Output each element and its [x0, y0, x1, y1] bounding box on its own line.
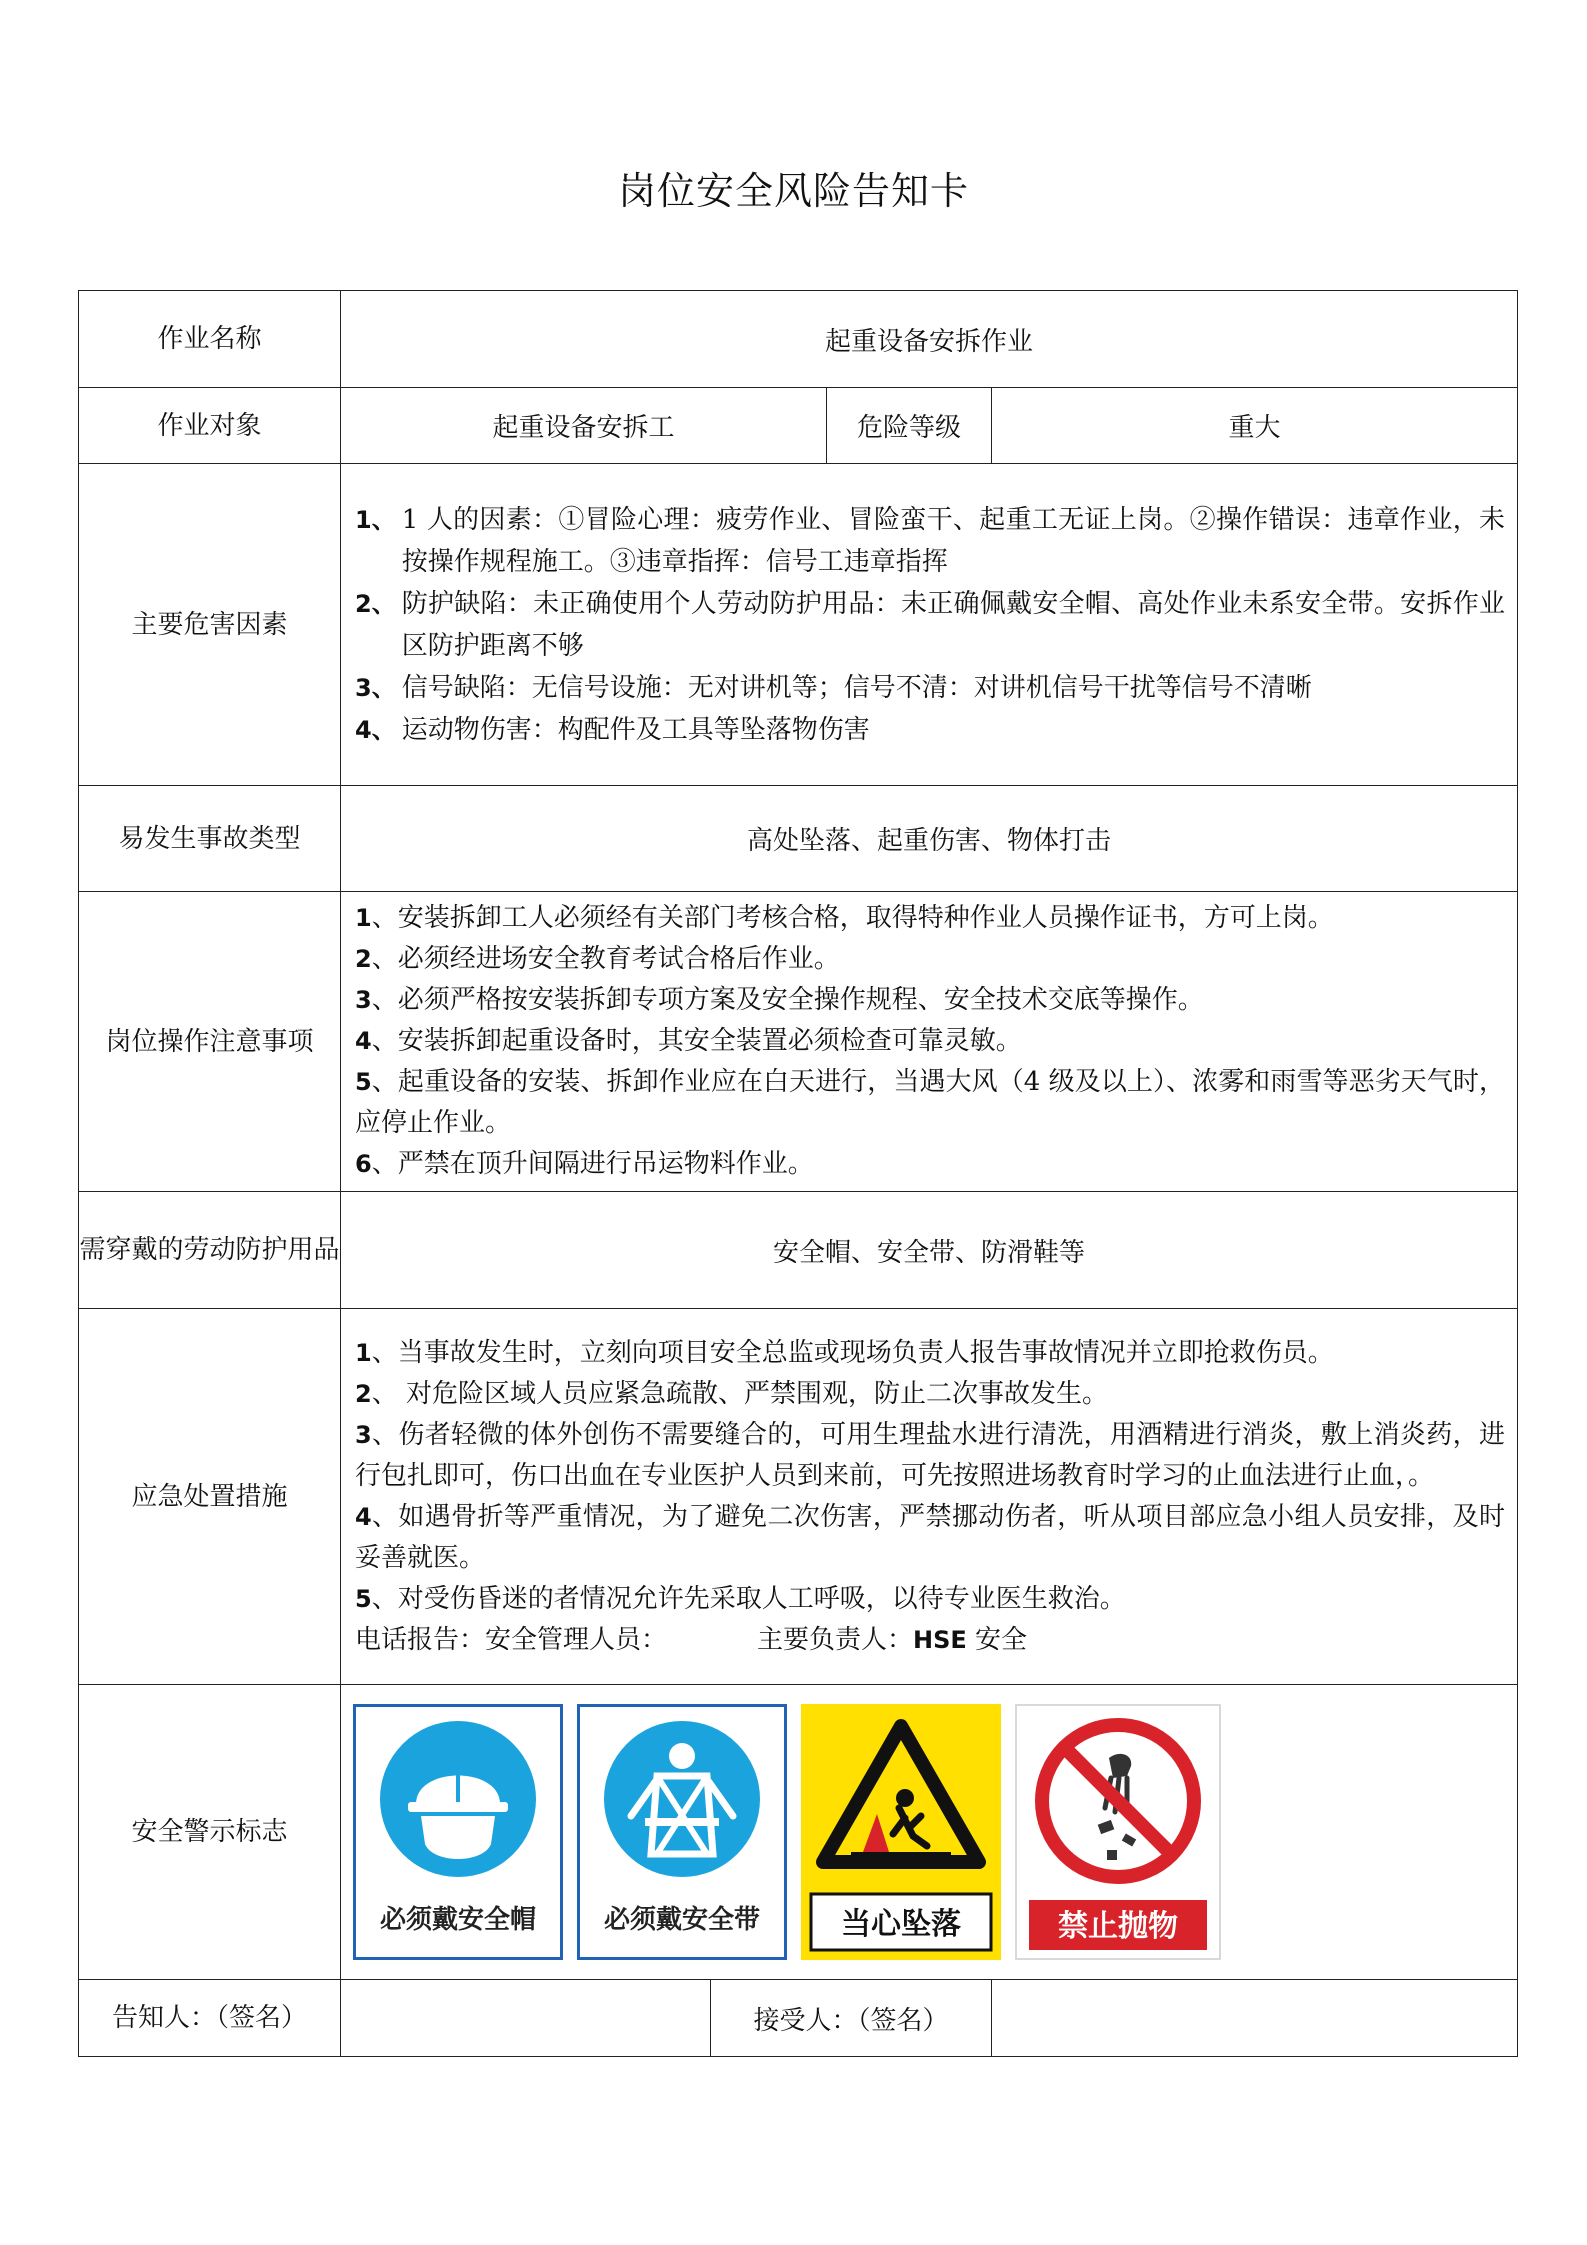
row-accident-types — [79, 786, 1518, 892]
job-target-value: 起重设备安拆工 — [341, 388, 827, 464]
phone-report-tail: 安全 — [966, 1624, 1028, 1655]
job-name-label: 作业名称 — [79, 291, 341, 388]
ppe-value: 安全帽、安全带、防滑鞋等 — [341, 1192, 1518, 1309]
list-item — [355, 499, 1505, 583]
item-number: 3、 — [355, 673, 396, 702]
item-text: 、起重设备的安装、拆卸作业应在白天进行，当遇大风（4 级及以上）、浓雾和雨雪等恶劣天气时，应停止作业。 — [355, 1067, 1506, 1138]
signs-cell — [341, 1685, 1518, 1980]
item-text: 、伤者轻微的体外创伤不需要缝合的，可用生理盐水进行清洗，用酒精进行消炎，敷上消炎药，进行包扎即可，伤口出血在专业医护人员到来前，可先按照进场教育时学习的止血法进行止血，。 — [355, 1419, 1506, 1491]
page-title: 岗位安全风险告知卡 — [617, 169, 969, 213]
item-text: 、安装拆卸起重设备时，其安全装置必须检查可靠灵敏。 — [371, 1026, 1022, 1056]
list-item — [355, 1497, 1505, 1579]
phone-report — [355, 1620, 1505, 1661]
emergency-list — [341, 1309, 1518, 1685]
sign-caption: 禁止抛物 — [1058, 1909, 1178, 1944]
risk-level-label: 危险等级 — [827, 388, 992, 464]
job-target-label: 作业对象 — [79, 388, 341, 464]
item-text: 信号缺陷：无信号设施：无对讲机等；信号不清：对讲机信号干扰等信号不清晰 — [401, 672, 1312, 703]
risk-level-value: 重大 — [992, 388, 1518, 464]
hazards-label: 主要危害因素 — [79, 464, 341, 786]
accident-types-value: 高处坠落、起重伤害、物体打击 — [341, 786, 1518, 892]
safety-harness-mandatory-icon — [577, 1704, 787, 1960]
item-number: 1 — [355, 1338, 372, 1367]
row-emergency — [79, 1309, 1518, 1685]
list-item — [355, 1144, 1505, 1185]
item-text: 、必须严格按安装拆卸专项方案及安全操作规程、安全技术交底等操作。 — [371, 985, 1204, 1015]
item-number: 2 — [355, 945, 372, 973]
signs-label: 安全警示标志 — [79, 1685, 341, 1980]
item-number: 1、 — [355, 505, 396, 534]
receiver-label: 接受人：（签名） — [711, 1980, 992, 2057]
row-hazards — [79, 464, 1518, 786]
list-item — [355, 898, 1505, 939]
list-item — [355, 667, 1505, 709]
hard-hat-mandatory-icon — [353, 1704, 563, 1960]
item-number: 2 — [355, 1379, 372, 1408]
phone-report-lead: 主要负责人： — [757, 1624, 914, 1655]
job-name-value: 起重设备安拆作业 — [341, 291, 1518, 388]
phone-report-hse: HSE — [913, 1625, 967, 1654]
row-precautions — [79, 892, 1518, 1192]
item-text: 、如遇骨折等严重情况，为了避免二次伤害，严禁挪动伤者，听从项目部应急小组人员安排，及时妥善就医。 — [355, 1501, 1506, 1573]
item-number: 4 — [355, 1027, 372, 1055]
item-text: 、当事故发生时，立刻向项目安全总监或现场负责人报告事故情况并立即抢救伤员。 — [371, 1337, 1334, 1368]
emergency-label: 应急处置措施 — [79, 1309, 341, 1685]
item-number: 3 — [355, 986, 372, 1014]
risk-notice-table — [78, 290, 1518, 2057]
list-item — [355, 1333, 1505, 1374]
list-item — [355, 1021, 1505, 1062]
ppe-label: 需穿戴的劳动防护用品 — [79, 1192, 341, 1309]
list-item — [355, 980, 1505, 1021]
sign-caption: 必须戴安全带 — [603, 1905, 761, 1935]
notifier-signature-field[interactable] — [341, 1980, 711, 2057]
item-text: 1 人的因素：①冒险心理：疲劳作业、冒险蛮干、起重工无证上岗。②操作错误：违章作业，未按操作规程施工。③违章指挥：信号工违章指挥 — [401, 504, 1506, 577]
list-item — [355, 1415, 1505, 1497]
item-text: 、 对危险区域人员应紧急疏散、严禁围观，防止二次事故发生。 — [371, 1378, 1108, 1409]
sign-caption: 必须戴安全帽 — [379, 1905, 537, 1935]
item-text: 、对受伤昏迷的者情况允许先采取人工呼吸，以待专业医生救治。 — [371, 1583, 1126, 1614]
list-item — [355, 709, 1505, 751]
item-text: 运动物伤害：构配件及工具等坠落物伤害 — [401, 714, 870, 745]
list-item — [355, 939, 1505, 980]
item-number: 3 — [355, 1420, 372, 1449]
item-number: 5 — [355, 1068, 372, 1096]
phone-report-label: 电话报告：安全管理人员： — [355, 1624, 668, 1655]
item-text: 、严禁在顶升间隔进行吊运物料作业。 — [371, 1149, 814, 1179]
item-text: 、安装拆卸工人必须经有关部门考核合格，取得特种作业人员操作证书，方可上岗。 — [371, 903, 1334, 933]
row-job-target — [79, 388, 1518, 464]
fall-warning-icon — [801, 1704, 1001, 1960]
row-ppe — [79, 1192, 1518, 1309]
item-text: 防护缺陷：未正确使用个人劳动防护用品：未正确佩戴安全帽、高处作业未系安全带。安拆作业区防护距离不够 — [401, 588, 1506, 661]
list-item — [355, 1374, 1505, 1415]
sign-caption: 当心坠落 — [841, 1907, 961, 1942]
no-throwing-icon — [1015, 1704, 1221, 1960]
accident-types-label: 易发生事故类型 — [79, 786, 341, 892]
item-number: 1 — [355, 904, 372, 932]
precautions-list — [341, 892, 1518, 1192]
item-number: 4 — [355, 1502, 372, 1531]
row-signature — [79, 1980, 1518, 2057]
receiver-signature-field[interactable] — [992, 1980, 1518, 2057]
item-number: 2、 — [355, 589, 396, 618]
list-item — [355, 1579, 1505, 1620]
item-number: 4、 — [355, 715, 396, 744]
notifier-label: 告知人：（签名） — [79, 1980, 341, 2057]
list-item — [355, 1062, 1505, 1144]
precautions-label: 岗位操作注意事项 — [79, 892, 341, 1192]
hazards-list — [341, 464, 1518, 786]
item-number: 6 — [355, 1150, 372, 1178]
row-signs — [79, 1685, 1518, 1980]
list-item — [355, 583, 1505, 667]
item-number: 5 — [355, 1584, 372, 1613]
row-job-name — [79, 291, 1518, 388]
item-text: 、必须经进场安全教育考试合格后作业。 — [371, 944, 840, 974]
